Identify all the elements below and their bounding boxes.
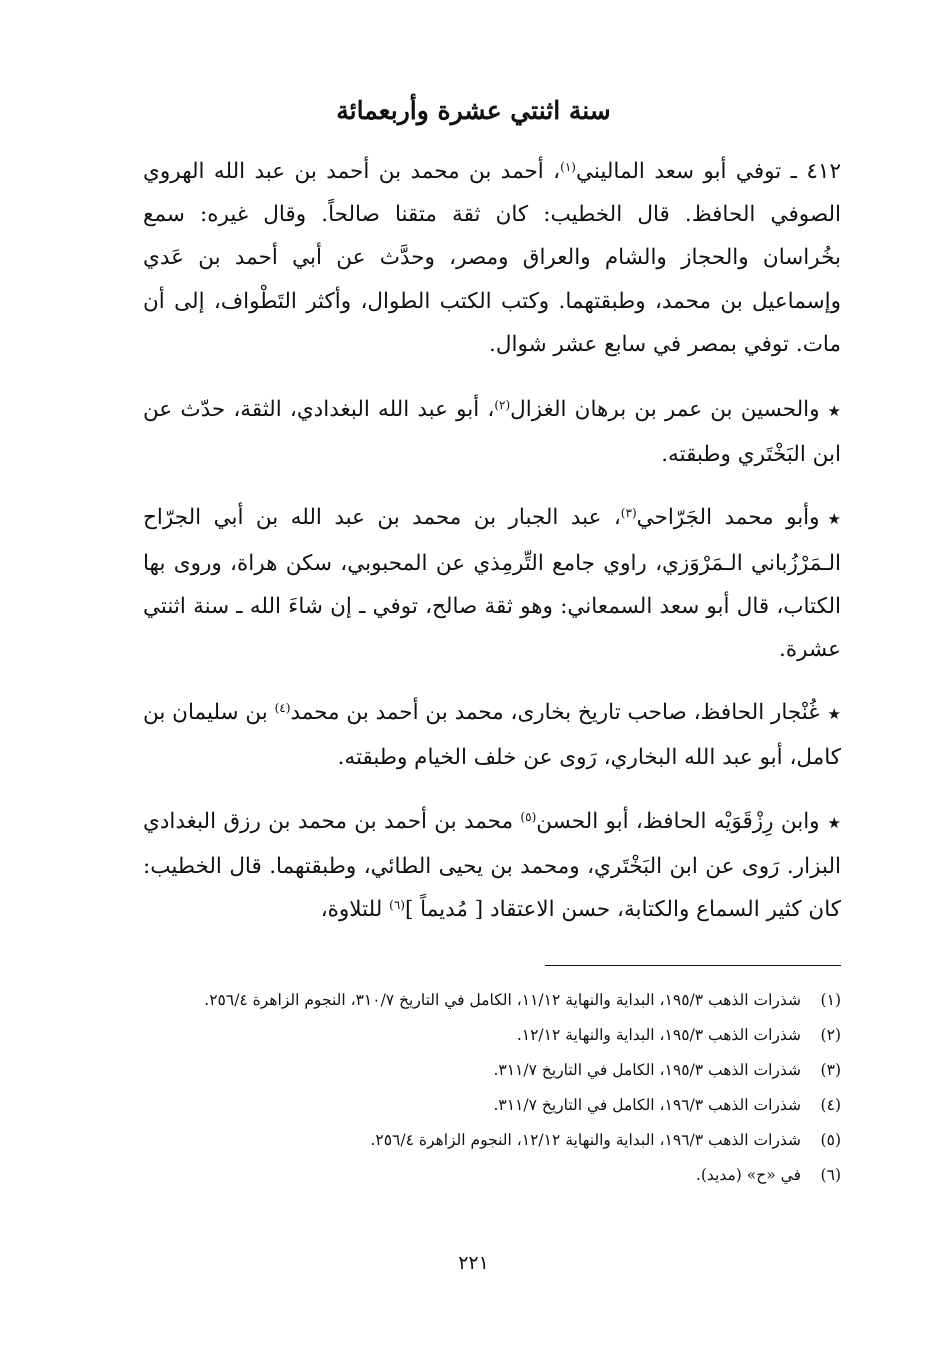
entry-text: والحسين بن عمر بن برهان الغزال <box>510 397 820 423</box>
page-title: سنة اثنتي عشرة وأربعمائة <box>336 96 611 125</box>
footnote-number: (٤) <box>820 1096 841 1114</box>
footnote-text: في «ح» (مديد). <box>695 1166 801 1184</box>
star-icon: ★ <box>827 705 841 724</box>
footnote-text: شذرات الذهب ١٩٥/٣، البداية والنهاية ١٢/١٢. <box>516 1026 801 1044</box>
footnote-divider <box>545 965 841 966</box>
star-icon: ★ <box>827 813 841 832</box>
footnote-text: شذرات الذهب ١٩٥/٣، البداية والنهاية ١١/١٢، الكامل في التاريخ ٣١٠/٧، النجوم الزاهرة ٢٥٦/٤. <box>204 991 801 1009</box>
entry-ghazzal <box>143 388 841 476</box>
footnote-item <box>130 1053 841 1088</box>
footnote-number: (٣) <box>820 1061 841 1079</box>
entry-jarrahi <box>143 496 841 671</box>
entry-text: للتلاوة، <box>320 897 390 923</box>
footnote-number: (٢) <box>820 1026 841 1044</box>
entry-text: وابن رِزْقَوَيْه الحافظ، أبو الحسن <box>536 808 820 834</box>
footnote-item <box>130 1123 841 1158</box>
footnote-item <box>130 1018 841 1053</box>
main-text <box>143 150 841 951</box>
footnote-ref: (١) <box>560 160 576 174</box>
entry-text: ، أبو عبد الله البغدادي، الثقة، حدّث عن ابن البَخْتَري وطبقته. <box>143 397 841 468</box>
footnote-ref: (٢) <box>494 398 511 413</box>
footnote-text: شذرات الذهب ١٩٥/٣، الكامل في التاريخ ٣١١/٧. <box>493 1061 801 1079</box>
entry-text: غُنْجار الحافظ، صاحب تاريخ بخارى، محمد بن أحمد بن محمد <box>290 700 820 726</box>
footnote-number: (٦) <box>820 1166 841 1184</box>
footnote-item <box>130 1088 841 1123</box>
entry-text: ٤١٢ ـ توفي أبو سعد الماليني <box>575 159 841 184</box>
footnote-ref: (٤) <box>274 701 291 716</box>
entry-text: محمد بن أحمد بن محمد بن رزق البغدادي البزار. رَوى عن ابن البَخْتَري، ومحمد بن يحيى الطائي، وطبقتهما. قال الخطيب: كان كثير السماع والكتابة، حسن الاعتقاد [ مُديماً ] <box>143 808 841 923</box>
star-icon: ★ <box>827 402 841 421</box>
page-number: ٢٢١ <box>458 1252 489 1274</box>
footnotes <box>130 983 841 1193</box>
entry-rizqawayh <box>143 800 841 932</box>
footnote-item <box>130 1158 841 1193</box>
footnote-text: شذرات الذهب ١٩٦/٣، الكامل في التاريخ ٣١١/٧. <box>493 1096 801 1114</box>
footnote-number: (٥) <box>820 1131 841 1149</box>
footnote-ref: (٥) <box>520 809 537 824</box>
entry-ghunjar <box>143 691 841 779</box>
entry-text: ، أحمد بن محمد بن أحمد بن عبد الله الهروي الصوفي الحافظ. قال الخطيب: كان ثقة متقنا صالحاً. وقال غيره: سمع بخُراسان والحجاز والشام والعراق ومصر، وحدَّث عن أبي أحمد بن عَدي وإسماعيل بن محمد، وطبقتهما. وكتب الكتب الطوال، وأكثر التَطْواف، إلى أن مات. توفي بمصر في سابع عشر شوال. <box>143 159 841 357</box>
footnote-item <box>130 983 841 1018</box>
entry-text: وأبو محمد الجَرّاحي <box>636 505 820 531</box>
footnote-ref: (٦) <box>389 898 405 913</box>
entry-412 <box>143 150 841 366</box>
entry-text: بن سليمان بن كامل، أبو عبد الله البخاري، رَوى عن خلف الخيام وطبقته. <box>143 700 841 771</box>
footnote-ref: (٣) <box>620 506 637 521</box>
star-icon: ★ <box>827 510 841 529</box>
footnote-text: شذرات الذهب ١٩٦/٣، البداية والنهاية ١٢/١٢، النجوم الزاهرة ٢٥٦/٤. <box>370 1131 801 1149</box>
entry-text: ، عبد الجبار بن محمد بن عبد الله بن أبي الجرّاح الـمَرْزُباني الـمَرْوَزي، راوي جامع التِّرمِذي عن المحبوبي، سكن هراة، وروى بها الكتاب، قال أبو سعد السمعاني: وهو ثقة صالح، توفي ـ إن شاءَ الله ـ سنة اثنتي عشرة. <box>143 505 841 663</box>
footnote-number: (١) <box>820 991 841 1009</box>
